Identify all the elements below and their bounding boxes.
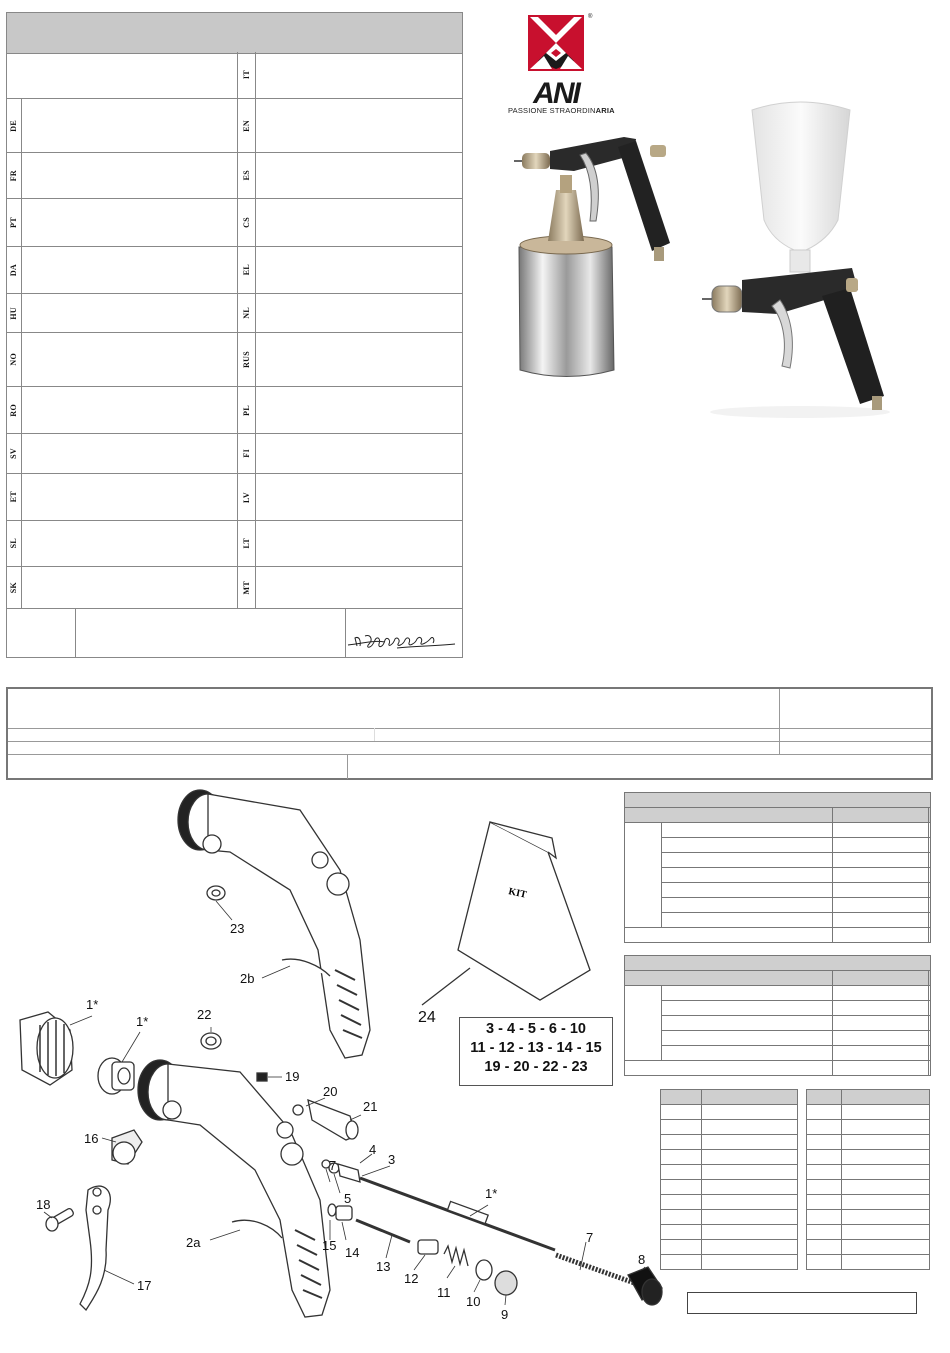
table-row — [807, 1240, 930, 1255]
kit-bag — [422, 822, 590, 1005]
callout-21: 21 — [363, 1099, 378, 1114]
callout-8: 8 — [638, 1252, 646, 1267]
callout-6: 7 — [329, 1158, 337, 1173]
lang-cell-right — [256, 567, 463, 609]
lang-code-right: FI — [238, 434, 256, 474]
lang-cell-right — [256, 199, 463, 247]
callout-7: 7 — [586, 1230, 594, 1245]
lang-code-right: LT — [238, 521, 256, 567]
trigger-17 — [80, 1186, 110, 1310]
parts-table-right — [806, 1089, 930, 1270]
packing-3-6 — [322, 1160, 360, 1182]
lang-cell-left — [22, 199, 238, 247]
kit-bag-label: KIT — [507, 886, 528, 901]
washer-22 — [201, 1033, 221, 1049]
lang-code-right: NL — [238, 294, 256, 333]
lang-code-right: LV — [238, 474, 256, 521]
footer-cell-name — [76, 609, 346, 658]
lang-cell-left — [22, 567, 238, 609]
callout-13: 13 — [376, 1259, 391, 1274]
table-row — [807, 1180, 930, 1195]
callout-9: 9 — [501, 1307, 509, 1322]
callout-22: 22 — [197, 1007, 212, 1022]
lang-code-left: DA — [6, 247, 22, 294]
callout-11: 11 — [437, 1285, 451, 1300]
lang-code-left: PT — [6, 199, 22, 247]
knob-8 — [628, 1267, 662, 1305]
lang-cell-left — [22, 434, 238, 474]
lang-code-left: SV — [6, 434, 22, 474]
callout-23: 23 — [230, 921, 245, 936]
valve-16 — [112, 1130, 142, 1164]
callout-19: 19 — [285, 1069, 300, 1084]
lang-code-left: RO — [6, 387, 22, 434]
lang-cell-right — [256, 434, 463, 474]
lang-cell-left — [22, 294, 238, 333]
lang-code-left: FR — [6, 153, 22, 199]
cap-9 — [495, 1271, 517, 1295]
callout-24: 24 — [418, 1009, 436, 1026]
washer-23 — [207, 886, 225, 900]
lang-code-left: DE — [6, 99, 22, 153]
note-box — [687, 1292, 917, 1314]
ani-logo — [508, 12, 604, 120]
lang-code-right: IT — [238, 52, 256, 99]
trademark-mark: ® — [588, 14, 593, 20]
table-row — [807, 1225, 930, 1240]
kit-parts-line-2: 11 - 12 - 13 - 14 - 15 — [470, 1040, 602, 1056]
lang-code-left: ET — [6, 474, 22, 521]
callout-15: 15 — [322, 1238, 337, 1253]
kit-parts-line-3: 19 - 20 - 22 - 23 — [484, 1059, 588, 1075]
lang-cell-right — [256, 247, 463, 294]
footer-cell-date — [6, 609, 76, 658]
lang-cell-left — [22, 247, 238, 294]
callout-10: 10 — [466, 1294, 481, 1309]
table-row — [807, 1090, 930, 1105]
lang-code-right: CS — [238, 199, 256, 247]
kit-parts-line-1: 3 - 4 - 5 - 6 - 10 — [486, 1021, 586, 1037]
lang-cell-left — [22, 521, 238, 567]
signature — [345, 628, 463, 654]
suction-cup-spray-gun-photo — [514, 125, 684, 380]
gun-body-2a — [138, 1060, 330, 1317]
callout-16: 16 — [84, 1131, 99, 1146]
lang-cell-right — [256, 333, 463, 387]
lang-cell-left — [22, 153, 238, 199]
callout-2a: 2a — [186, 1235, 201, 1250]
logo-wordmark: ANI — [533, 77, 579, 110]
lang-code-right: ES — [238, 153, 256, 199]
connector-21 — [293, 1100, 358, 1140]
lang-cell-left — [22, 387, 238, 434]
table-row — [807, 1135, 930, 1150]
kit-parts-list — [459, 1017, 613, 1086]
spring-7 — [556, 1255, 640, 1285]
lang-cell-top — [6, 52, 238, 99]
product-info-table — [6, 687, 933, 780]
lang-cell-left — [22, 333, 238, 387]
rod-13 — [356, 1220, 410, 1242]
callout-1-nozzle: 1* — [136, 1014, 149, 1029]
valve-12 — [418, 1240, 438, 1254]
table-row — [807, 1150, 930, 1165]
lang-cell-right — [256, 474, 463, 521]
ring-10 — [476, 1260, 492, 1280]
lang-cell-left — [22, 474, 238, 521]
table-row — [807, 1210, 930, 1225]
needle — [360, 1178, 555, 1250]
lang-code-right: MT — [238, 567, 256, 609]
lang-cell-right — [256, 387, 463, 434]
lang-code-right: EL — [238, 247, 256, 294]
callout-5: 5 — [344, 1191, 352, 1206]
table-row — [807, 1120, 930, 1135]
lang-code-right: RUS — [238, 333, 256, 387]
callout-14: 14 — [345, 1245, 360, 1260]
callout-2b: 2b — [240, 971, 255, 986]
callout-1-aircap: 1* — [86, 997, 99, 1012]
callout-18: 18 — [36, 1197, 51, 1212]
table-row — [807, 1165, 930, 1180]
lang-cell-right — [256, 99, 463, 153]
table-row — [807, 1105, 930, 1120]
screw-19 — [257, 1073, 267, 1081]
gravity-cup-spray-gun-photo — [702, 100, 897, 418]
callout-20: 20 — [323, 1084, 338, 1099]
lang-code-left: NO — [6, 333, 22, 387]
lang-code-left: SL — [6, 521, 22, 567]
lang-cell-right — [256, 521, 463, 567]
lang-code-right: PL — [238, 387, 256, 434]
lang-code-right: EN — [238, 99, 256, 153]
language-table-header — [7, 13, 462, 54]
air-cap — [20, 1012, 73, 1085]
spring-11 — [444, 1246, 468, 1266]
callout-3: 3 — [388, 1152, 396, 1167]
callout-12: 12 — [404, 1271, 419, 1286]
brand-tagline: PASSIONE STRAORDINARIA — [508, 106, 615, 115]
lang-cell-right — [256, 153, 463, 199]
lang-cell-right — [256, 294, 463, 333]
table-row — [807, 1195, 930, 1210]
packing-14-15 — [328, 1204, 352, 1220]
lang-cell-right — [256, 52, 463, 99]
lang-cell-left — [22, 99, 238, 153]
nozzle — [98, 1058, 134, 1094]
table-row — [807, 1255, 930, 1270]
callout-1-needle: 1* — [485, 1186, 498, 1201]
callout-4: 4 — [369, 1142, 377, 1157]
callout-17: 17 — [137, 1278, 152, 1293]
lang-code-left: SK — [6, 567, 22, 609]
lang-code-left: HU — [6, 294, 22, 333]
